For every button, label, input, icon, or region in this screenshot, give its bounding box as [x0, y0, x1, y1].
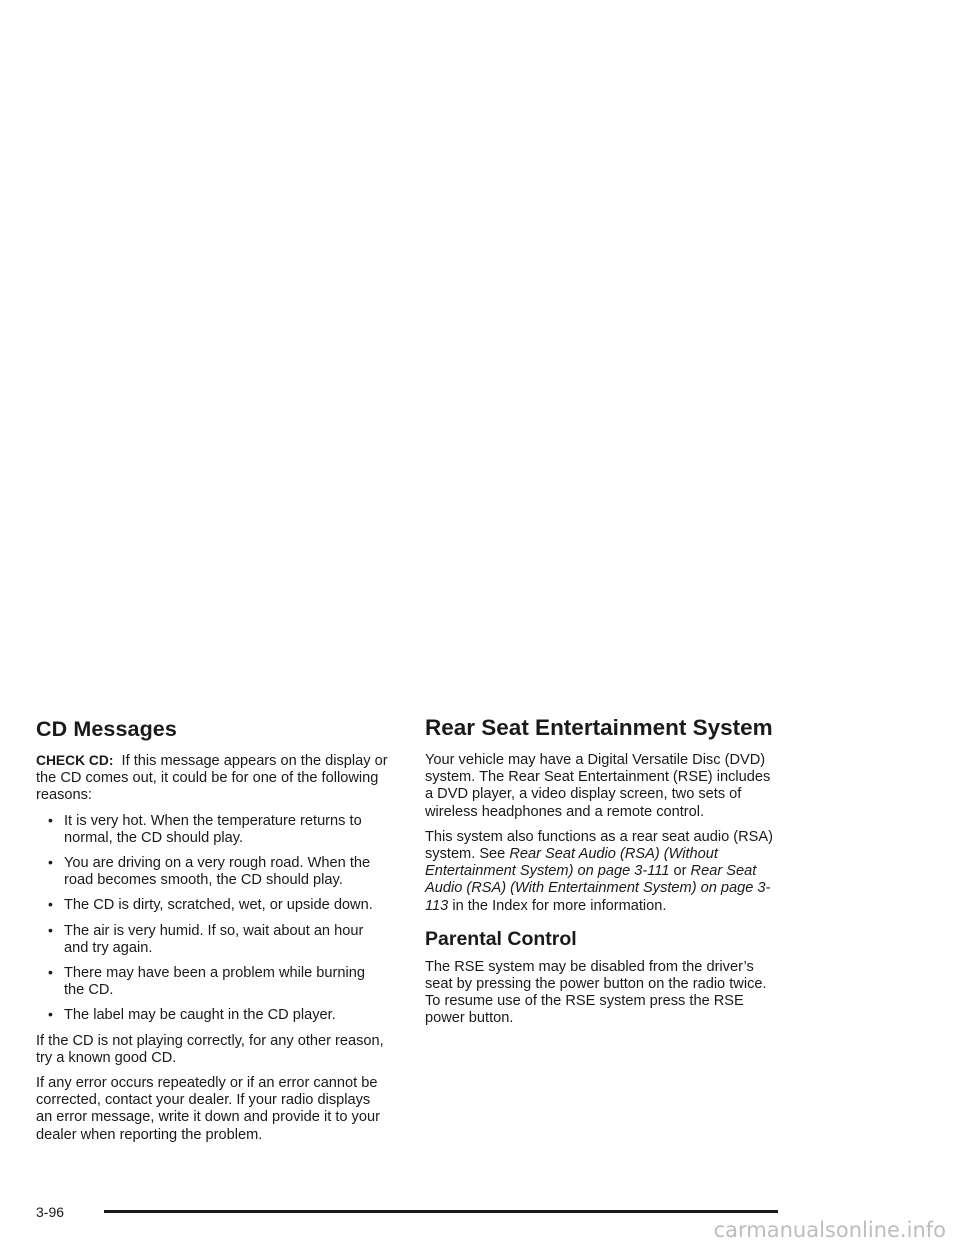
- list-item: • You are driving on a very rough road. When the road becomes smooth, the CD should play.: [48, 854, 371, 889]
- rse-intro-paragraph: Your vehicle may have a Digital Versatile Disc (DVD) system. The Rear Seat Entertainment (RSE) includes a DVD player, a video display screen, two sets of wireless headphones and a remote control.: [425, 752, 771, 820]
- bullet-icon: •: [48, 1006, 53, 1023]
- site-watermark: carmanualsonline.info: [713, 1218, 946, 1242]
- bullet-icon: •: [48, 964, 53, 981]
- bullet-icon: •: [48, 896, 53, 913]
- list-item: • The label may be caught in the CD player.: [48, 1006, 336, 1024]
- list-item: • It is very hot. When the temperature returns to normal, the CD should play.: [48, 811, 362, 846]
- right-column: [425, 714, 775, 1036]
- check-cd-paragraph: [36, 752, 388, 805]
- rsa-without-entertainment-link[interactable]: Rear Seat Audio (RSA) (Without Entertainment System) on page 3-111: [425, 846, 718, 880]
- footer-rule: [104, 1210, 778, 1213]
- list-item: • The air is very humid. If so, wait about an hour and try again.: [48, 921, 364, 956]
- bullet-icon: •: [48, 921, 53, 938]
- rse-heading: Rear Seat Entertainment System: [425, 715, 773, 740]
- try-known-cd-paragraph: If the CD is not playing correctly, for any other reason, try a known good CD.: [36, 1032, 384, 1066]
- cd-messages-heading: CD Messages: [36, 717, 177, 741]
- rsa-paragraph: This system also functions as a rear seat audio (RSA) system. See Rear Seat Audio (RSA) (Without Entertainment System) on page 3-111 or Rear Seat Audio (RSA) (With Entertainment System) on page 3-113 in the Index for more information.: [425, 828, 773, 914]
- error-paragraph: If any error occurs repeatedly or if an error cannot be corrected, contact your dealer. If your radio displays an error message, write it down and provide it to your dealer when reporting the problem.: [36, 1075, 380, 1143]
- left-column: [36, 716, 388, 1152]
- list-item: • The CD is dirty, scratched, wet, or upside down.: [48, 896, 373, 914]
- rsa-with-entertainment-link[interactable]: Rear Seat Audio (RSA) (With Entertainment System) on page 3-113: [425, 863, 771, 914]
- parental-control-heading: Parental Control: [425, 927, 577, 950]
- check-cd-term: CHECK CD:: [36, 753, 114, 768]
- check-cd-intro: If this message appears on the display or the CD comes out, it could be for one of the following reasons:: [36, 753, 388, 804]
- bullet-icon: •: [48, 811, 53, 828]
- reasons-list: [36, 813, 388, 1025]
- parental-control-paragraph: The RSE system may be disabled from the driver’s seat by pressing the power button on the radio twice. To resume use of the RSE system press the RSE power button.: [425, 958, 767, 1027]
- page-number: 3-96: [36, 1204, 65, 1220]
- list-item: • There may have been a problem while burning the CD.: [48, 964, 365, 999]
- bullet-icon: •: [48, 854, 53, 871]
